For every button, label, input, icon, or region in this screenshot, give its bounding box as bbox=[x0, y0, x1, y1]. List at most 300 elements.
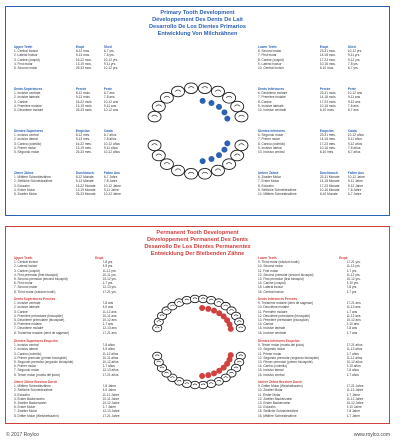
table-cell: 4. First premolar (first bicuspid) bbox=[14, 272, 58, 277]
table-cell: 8. Third molar (wisdom tooth) bbox=[14, 289, 56, 294]
column-header: Upper Teeth bbox=[14, 45, 33, 49]
table-row bbox=[258, 290, 376, 294]
table-cell: 14-18 mos. bbox=[319, 53, 336, 58]
table-cell: 7-8 yrs. bbox=[347, 61, 359, 66]
table-cell: 12-13 ans bbox=[102, 326, 117, 331]
table-cell: 9-11 ans bbox=[103, 103, 117, 108]
table-cell: 8. Canine bbox=[258, 99, 272, 104]
table-cell: 16-22 mes. bbox=[75, 141, 92, 146]
table-cell: 3. Canine bbox=[14, 99, 28, 104]
upper-tooth-9 bbox=[231, 101, 244, 112]
table-cell: 14-18 Monate bbox=[319, 179, 340, 184]
table-cell: 7-8 yrs. bbox=[103, 53, 115, 58]
table-cell: 17-21 yrs. bbox=[102, 289, 117, 294]
table-cell: 10. Second molar bbox=[258, 264, 283, 269]
permanent-title-es: Desarrollo De Los Dientes Permanentes bbox=[144, 244, 251, 250]
lower-tooth-number-marker-7 bbox=[205, 372, 211, 378]
column-header: Durchbruch bbox=[319, 171, 338, 175]
table-cell: 11-13 ans bbox=[346, 305, 361, 310]
table-cell: 8-9 yrs. bbox=[102, 264, 114, 269]
table-cell: 10-16 mes. bbox=[319, 145, 336, 150]
table-cell: 13. Primer premolar (primer bicúspide) bbox=[258, 360, 313, 365]
upper-tooth-4 bbox=[172, 86, 185, 97]
table-cell: 4. Première prémolaire (bicuspide) bbox=[14, 313, 63, 318]
lower-tooth-3 bbox=[223, 159, 236, 170]
table-cell: 7-8 ans bbox=[346, 326, 358, 331]
table-cell: 16. Mittlere Schneidezähne bbox=[258, 413, 297, 418]
table-cell: 23-31 mois bbox=[319, 91, 336, 96]
table-cell: 7. First molar bbox=[258, 53, 277, 58]
table-row bbox=[258, 150, 376, 154]
table-cell: 9-12 años bbox=[347, 141, 363, 146]
table-cell: 4. Primer premolar (primer bicúspide) bbox=[14, 355, 67, 360]
lower-tooth-number-marker-3 bbox=[216, 152, 222, 158]
column-header: Erupt bbox=[339, 256, 348, 260]
table-cell: 10-12 yrs. bbox=[102, 277, 117, 282]
footer-copyright: © 2017 Roylco bbox=[6, 432, 39, 438]
table-cell: 4. Première molaire bbox=[14, 103, 42, 108]
table-cell: 23-31 mos. bbox=[319, 49, 336, 54]
table-cell: 17-21 años bbox=[346, 343, 363, 348]
table-cell: 10. Incisive centrale bbox=[258, 108, 287, 113]
table-cell: 8-9 años bbox=[102, 347, 115, 352]
table-cell: 16-22 mos. bbox=[75, 57, 92, 62]
table-cell: 25-33 mois bbox=[75, 108, 92, 113]
table-cell: 11. Première molaire bbox=[258, 309, 288, 314]
table-cell: 8. Eckzahn bbox=[258, 183, 274, 188]
table-cell: 5. Second molar bbox=[14, 66, 38, 71]
table-cell: 10-12 ans bbox=[346, 318, 361, 323]
permanent-tooth-card bbox=[5, 226, 390, 424]
table-cell: 11-12 yrs. bbox=[346, 272, 361, 277]
table-cell: 7-8 Jahre bbox=[346, 409, 360, 414]
table-p-upper-en bbox=[14, 45, 132, 70]
table-cell: 9. Incisivo lateral bbox=[258, 145, 282, 150]
primary-title-es: Desarrollo De Los Dientes Primarios bbox=[149, 24, 246, 30]
table-cell: 6-7 yrs. bbox=[346, 268, 358, 273]
table-cell: 5. Zweiter Backenzahn bbox=[14, 401, 47, 406]
table-cell: 2. Seitliche Schneidezähne bbox=[14, 388, 53, 393]
table-p-upper-fr bbox=[14, 87, 132, 112]
table-m-upper-en bbox=[14, 256, 132, 294]
table-cell: 12-13 años bbox=[102, 368, 119, 373]
upper-tooth-9 bbox=[199, 295, 208, 303]
table-cell: 3. Eckzahn bbox=[14, 392, 30, 397]
lower-tooth-5 bbox=[198, 168, 211, 179]
table-cell: 1. Central incisor bbox=[14, 260, 38, 265]
upper-tooth-5 bbox=[185, 83, 198, 94]
table-cell: 9. Lateral Incisor bbox=[258, 61, 282, 66]
table-cell: 10-12 yrs. bbox=[346, 277, 361, 282]
primary-title-block bbox=[6, 10, 389, 38]
table-cell: 6-7 yrs. bbox=[103, 49, 115, 54]
upper-tooth-6 bbox=[198, 83, 211, 94]
table-cell: 12. Zweiter Backenzahn bbox=[258, 396, 293, 401]
table-cell: 7. Primer molar bbox=[258, 137, 280, 142]
table-cell: 6. First molar bbox=[14, 281, 33, 286]
table-cell: 2. Incisivo lateral bbox=[14, 347, 38, 352]
primary-teeth-diagram bbox=[140, 51, 256, 211]
column-header: Obere Zähne Brechen Durch bbox=[14, 380, 58, 384]
table-p-upper-es bbox=[14, 129, 132, 154]
table-cell: 8. Tercer molar (muela del juicio) bbox=[14, 372, 61, 377]
column-header: Erupción bbox=[75, 129, 90, 133]
table-cell: 9-10 Jahre bbox=[346, 405, 362, 410]
table-cell: 5. Second premolar (second bicuspid) bbox=[14, 277, 68, 282]
table-cell: 10-16 mois bbox=[319, 103, 336, 108]
table-cell: 10. Segundo molar bbox=[258, 347, 285, 352]
table-cell: 3. Canine (cuspid) bbox=[14, 57, 40, 62]
table-cell: 10-11 yrs. bbox=[102, 272, 117, 277]
table-cell: 13-19 mois bbox=[75, 103, 92, 108]
table-cell: 25-33 Monate bbox=[75, 192, 96, 197]
lower-tooth-16 bbox=[153, 352, 162, 360]
column-header: Lower Teeth bbox=[258, 256, 277, 260]
column-header: Caída bbox=[103, 129, 113, 133]
column-header: Shed bbox=[347, 45, 356, 49]
permanent-title-de: Entwicklung Der Bleibenden Zähne bbox=[150, 251, 245, 257]
table-cell: 17-21 años bbox=[102, 372, 119, 377]
table-cell: 9. Third molar (wisdom tooth) bbox=[258, 260, 300, 265]
lower-tooth-4 bbox=[211, 165, 224, 176]
table-cell: 25-33 mes. bbox=[75, 150, 92, 155]
table-cell: 6. Second molar bbox=[258, 49, 282, 54]
table-cell: 11-12 años bbox=[102, 351, 119, 356]
table-cell: 4. Erster Backenzahn bbox=[14, 396, 45, 401]
table-cell: 4. Primer molar bbox=[14, 145, 36, 150]
permanent-title-en: Permanent Tooth Development bbox=[156, 230, 239, 236]
table-cell: 9-13 mois bbox=[75, 95, 90, 100]
table-cell: 8. Canino (colmillo) bbox=[258, 141, 286, 146]
table-cell: 9-11 Jahre bbox=[347, 179, 363, 184]
table-cell: 6-7 años bbox=[346, 351, 359, 356]
table-cell: 11-12 ans bbox=[102, 309, 117, 314]
table-cell: 7. Segundo molar bbox=[14, 368, 40, 373]
table-cell: 11. Erster Molar bbox=[258, 392, 281, 397]
upper-tooth-7 bbox=[182, 296, 191, 304]
table-row bbox=[258, 414, 376, 418]
primary-title-de: Entwicklung Von Milchzähnen bbox=[157, 31, 238, 37]
upper-tooth-16 bbox=[236, 324, 245, 332]
table-cell: 6-7 Jahre bbox=[347, 192, 362, 197]
table-p-lower-en bbox=[258, 45, 376, 70]
lower-tooth-6 bbox=[185, 168, 198, 179]
table-cell: 11-13 yrs. bbox=[346, 264, 361, 269]
table-cell: 11-12 Jahre bbox=[346, 396, 364, 401]
lower-tooth-number-marker-1 bbox=[224, 140, 230, 146]
table-cell: 14. Canine (cuspid) bbox=[258, 281, 286, 286]
table-cell: 9-10 años bbox=[346, 364, 361, 369]
table-cell: 10-12 Jahre bbox=[103, 183, 121, 188]
table-m-upper-fr bbox=[14, 297, 132, 335]
table-cell: 14. Eckzahn bbox=[258, 405, 276, 410]
table-cell: 11-13 años bbox=[346, 347, 363, 352]
table-cell: 14-18 mois bbox=[319, 95, 336, 100]
lower-tooth-number-marker-2 bbox=[221, 147, 227, 153]
table-cell: 2. Seitliche Schneidezähne bbox=[14, 179, 53, 184]
column-header: Durchbruch bbox=[75, 171, 94, 175]
upper-tooth-number-marker-9 bbox=[221, 109, 227, 115]
table-cell: 3. Eckzahn bbox=[14, 183, 30, 188]
table-m-lower-fr bbox=[258, 297, 376, 335]
table-cell: 9-11 años bbox=[103, 145, 118, 150]
upper-tooth-1 bbox=[148, 111, 161, 122]
table-cell: 9-10 yrs. bbox=[346, 281, 359, 286]
table-cell: 10-12 Jahre bbox=[103, 192, 121, 197]
table-cell: 12-13 yrs. bbox=[102, 285, 117, 290]
table-cell: 6-7 Jahre bbox=[346, 413, 360, 418]
table-row bbox=[14, 66, 132, 70]
table-cell: 2. Incisivo lateral bbox=[14, 137, 38, 142]
table-cell: 10. Zweiter Molar bbox=[258, 388, 283, 393]
table-cell: 10-11 ans bbox=[102, 313, 117, 318]
table-cell: 8. Troisième molaire (dent de sagesse) bbox=[14, 330, 70, 335]
table-cell: 15. Incisivo lateral bbox=[258, 368, 284, 373]
table-row bbox=[258, 66, 376, 70]
table-cell: 6-7 ans bbox=[346, 309, 358, 314]
table-cell: 2. Incisive latérale bbox=[14, 95, 40, 100]
table-cell: 9-10 ans bbox=[346, 322, 359, 327]
column-header: Obere Zähne bbox=[14, 171, 34, 175]
table-cell: 13-19 Monate bbox=[75, 187, 96, 192]
column-header: Caída bbox=[347, 129, 357, 133]
table-cell: 4. First molar bbox=[14, 61, 33, 66]
lower-tooth-9 bbox=[190, 381, 199, 389]
table-cell: 17-21 ans bbox=[102, 330, 117, 335]
column-header: Erupt bbox=[319, 45, 329, 49]
table-cell: 7-8 años bbox=[347, 145, 361, 150]
table-p-lower-fr bbox=[258, 87, 376, 112]
table-cell: 17-23 Monate bbox=[319, 183, 340, 188]
upper-tooth-number-marker-10 bbox=[205, 306, 211, 312]
primary-title-en: Primary Tooth Development bbox=[160, 10, 235, 16]
upper-tooth-number-marker-6 bbox=[200, 98, 206, 104]
primary-tooth-card bbox=[5, 6, 390, 216]
table-cell: 3. Canino (colmillo) bbox=[14, 351, 42, 356]
table-cell: 7-8 Jahre bbox=[102, 384, 116, 389]
table-cell: 1. Incisivo central bbox=[14, 133, 39, 138]
table-cell: 9-13 mos. bbox=[75, 53, 90, 58]
lower-tooth-number-marker-6 bbox=[211, 370, 217, 376]
lower-tooth-number-marker-5 bbox=[200, 158, 206, 164]
table-cell: 6-7 yrs. bbox=[347, 66, 359, 71]
table-cell: 7-8 ans bbox=[103, 95, 115, 100]
table-cell: 8-12 mes. bbox=[75, 133, 90, 138]
table-cell: 8. Dritter Molar (Weisheitszahn) bbox=[14, 413, 59, 418]
table-cell: 11-12 ans bbox=[346, 313, 361, 318]
table-cell: 10-12 ans bbox=[347, 91, 363, 96]
table-m-upper-de bbox=[14, 380, 132, 418]
table-cell: 10-12 Jahre bbox=[347, 175, 365, 180]
table-cell: 10. Mittlere Schneidezähne bbox=[258, 192, 297, 197]
table-row bbox=[258, 373, 376, 377]
table-cell: 13. Première prémolaire (bicuspide) bbox=[258, 318, 309, 323]
column-header: Dientes Inferiores Erupción bbox=[258, 339, 300, 343]
lower-tooth-9 bbox=[152, 150, 165, 161]
table-cell: 15. Lateral incisor bbox=[258, 285, 284, 290]
table-cell: 8-12 Monate bbox=[75, 175, 94, 180]
table-cell: 9-13 Monate bbox=[75, 179, 94, 184]
table-cell: 11-13 Jahre bbox=[346, 388, 364, 393]
table-cell: 13. Erster Backenzahn bbox=[258, 401, 291, 406]
table-cell: 15. Seitliche Schneidezähne bbox=[258, 409, 299, 414]
table-cell: 3. Canine (cuspid) bbox=[14, 268, 40, 273]
table-row bbox=[14, 373, 132, 377]
lower-tooth-number-marker-4 bbox=[208, 156, 214, 162]
table-cell: 9-11 ans bbox=[347, 95, 361, 100]
permanent-title-block bbox=[6, 230, 389, 258]
table-cell: 10-12 años bbox=[102, 360, 119, 365]
table-cell: 2. Incisive latérale bbox=[14, 305, 40, 310]
column-header: Shed bbox=[103, 45, 112, 49]
column-header: Fallen Aus bbox=[347, 171, 364, 175]
table-cell: 6. Primer molar bbox=[14, 364, 36, 369]
lower-tooth-1 bbox=[235, 140, 248, 151]
table-cell: 10-12 ans bbox=[103, 99, 119, 104]
table-cell: 9. Troisième molaire (dent de sagesse) bbox=[258, 301, 314, 306]
table-cell: 5. Deuxième molaire bbox=[14, 108, 44, 113]
table-cell: 4. Erster Molar bbox=[14, 187, 35, 192]
table-cell: 11-12 yrs. bbox=[102, 268, 117, 273]
table-cell: 9-12 yrs. bbox=[347, 57, 361, 62]
table-row bbox=[14, 192, 132, 196]
table-cell: 5. Segundo premolar (segundo bicúspide) bbox=[14, 360, 74, 365]
table-cell: 14-18 mes. bbox=[319, 137, 336, 142]
table-cell: 2. Lateral incisor bbox=[14, 264, 38, 269]
table-cell: 3. Canine bbox=[14, 309, 28, 314]
footer-website[interactable]: www.roylco.com bbox=[353, 432, 390, 438]
permanent-teeth-diagram bbox=[144, 262, 254, 422]
table-row bbox=[14, 150, 132, 154]
table-cell: 7-8 Jahre bbox=[103, 179, 118, 184]
table-cell: 6-7 yrs. bbox=[346, 289, 358, 294]
table-cell: 8. Canine (cuspid) bbox=[258, 57, 284, 62]
table-cell: 12. Deuxième prémolaire (bicuspide) bbox=[258, 313, 311, 318]
table-cell: 13-19 mos. bbox=[75, 61, 92, 66]
table-cell: 7-8 años bbox=[346, 368, 359, 373]
primary-title-fr: Développement Des Dents De Lait bbox=[152, 17, 243, 23]
table-cell: 17-21 Jahre bbox=[102, 413, 120, 418]
table-row bbox=[258, 331, 376, 335]
table-cell: 16-22 mois bbox=[75, 99, 92, 104]
table-row bbox=[14, 414, 132, 418]
table-cell: 10-12 Jahre bbox=[102, 401, 120, 406]
table-cell: 25-33 mos. bbox=[75, 66, 92, 71]
table-cell: 5. Segundo molar bbox=[14, 150, 40, 155]
lower-tooth-7 bbox=[172, 165, 185, 176]
upper-tooth-3 bbox=[160, 92, 173, 103]
table-cell: 6-7 años bbox=[102, 364, 115, 369]
table-cell: 9-11 yrs. bbox=[347, 53, 361, 58]
column-header: Fallen Aus bbox=[103, 171, 120, 175]
upper-tooth-number-marker-10 bbox=[224, 116, 230, 122]
table-cell: 17-23 mos. bbox=[319, 57, 336, 62]
upper-tooth-number-marker-9 bbox=[199, 305, 205, 311]
table-cell: 10. Incisivo central bbox=[258, 150, 285, 155]
table-cell: 7. Second molar bbox=[14, 285, 38, 290]
table-cell: 7. Zweiter Molar bbox=[14, 409, 37, 414]
column-header: Percée bbox=[319, 87, 331, 91]
table-cell: 7-8 años bbox=[103, 137, 117, 142]
table-cell: 23-31 Monate bbox=[319, 175, 340, 180]
table-cell: 6-7 ans bbox=[102, 322, 114, 327]
table-cell: 7. Erster Molar bbox=[258, 179, 279, 184]
table-cell: 6-10 Monate bbox=[319, 192, 338, 197]
table-cell: 6-7 Jahre bbox=[346, 392, 360, 397]
table-cell: 6-7 años bbox=[347, 150, 361, 155]
table-cell: 6-7 años bbox=[346, 372, 359, 377]
table-cell: 8-9 Jahre bbox=[102, 388, 116, 393]
table-m-upper-es bbox=[14, 339, 132, 377]
table-cell: 12. Second premolar (second bicuspid) bbox=[258, 272, 314, 277]
table-cell: 8-12 mos. bbox=[75, 49, 90, 54]
table-cell: 10. Central Incisor bbox=[258, 66, 284, 71]
table-cell: 5. Deuxième prémolaire (bicuspide) bbox=[14, 318, 65, 323]
table-m-lower-en bbox=[258, 256, 376, 294]
table-row bbox=[14, 331, 132, 335]
table-cell: 10-11 años bbox=[102, 355, 119, 360]
table-p-lower-de bbox=[258, 171, 376, 196]
table-cell: 10-12 yrs. bbox=[103, 57, 119, 62]
lower-tooth-10 bbox=[148, 140, 161, 151]
table-row bbox=[258, 108, 376, 112]
table-cell: 7-8 Jahre bbox=[347, 187, 362, 192]
table-cell: 16. Incisivo central bbox=[258, 372, 285, 377]
table-cell: 1. Incisive centrale bbox=[14, 301, 41, 306]
table-cell: 6-7 Jahre bbox=[102, 405, 116, 410]
table-cell: 11. First molar bbox=[258, 268, 279, 273]
column-header: Dientes Superiores bbox=[14, 129, 44, 133]
column-header: Erupción bbox=[319, 129, 334, 133]
table-cell: 6. Première molaire bbox=[14, 322, 42, 327]
table-cell: 10-12 yrs. bbox=[103, 66, 119, 71]
upper-tooth-number-marker-7 bbox=[208, 100, 214, 106]
table-cell: 7-8 yrs. bbox=[102, 260, 114, 265]
table-cell: 10-12 ans bbox=[102, 318, 117, 323]
table-cell: 12. Segundo premolar (segundo bicúspide) bbox=[258, 355, 320, 360]
table-cell: 16. Incisive centrale bbox=[258, 330, 287, 335]
table-cell: 17-23 mois bbox=[319, 99, 336, 104]
lower-tooth-number-marker-5 bbox=[216, 368, 222, 374]
table-cell: 1. Central Incisor bbox=[14, 49, 39, 54]
table-cell: 6. Deuxième molaire bbox=[258, 91, 288, 96]
table-cell: 1. Mittlere Schneidezähne bbox=[14, 175, 51, 180]
table-cell: 12-13 Jahre bbox=[102, 409, 120, 414]
table-cell: 14. Canino (colmillo) bbox=[258, 364, 288, 369]
table-cell: 8-12 mois bbox=[75, 91, 90, 96]
table-cell: 23-31 mes. bbox=[319, 133, 336, 138]
table-cell: 6-10 mes. bbox=[319, 150, 334, 155]
table-cell: 6-7 ans bbox=[347, 108, 359, 113]
table-cell: 10-12 yrs. bbox=[347, 49, 363, 54]
table-m-lower-de bbox=[258, 380, 376, 418]
table-cell: 16. Central incisor bbox=[258, 289, 284, 294]
table-cell: 9-13 mes. bbox=[75, 137, 90, 142]
upper-tooth-number-marker-16 bbox=[228, 326, 234, 332]
table-row bbox=[258, 192, 376, 196]
table-cell: 1. Incisivo central bbox=[14, 343, 39, 348]
table-cell: 17-21 yrs. bbox=[346, 260, 361, 265]
column-header: Erupt bbox=[95, 256, 104, 260]
table-row bbox=[14, 108, 132, 112]
table-cell: 17-21 ans bbox=[346, 301, 361, 306]
table-cell: 6-7 ans bbox=[103, 91, 115, 96]
table-m-lower-es bbox=[258, 339, 376, 377]
column-header: Lower Teeth bbox=[258, 45, 277, 49]
column-header: Dents Inférieures Percées bbox=[258, 297, 298, 301]
table-cell: 6-10 mois bbox=[319, 108, 334, 113]
table-cell: 9. Incisive latérale bbox=[258, 103, 284, 108]
